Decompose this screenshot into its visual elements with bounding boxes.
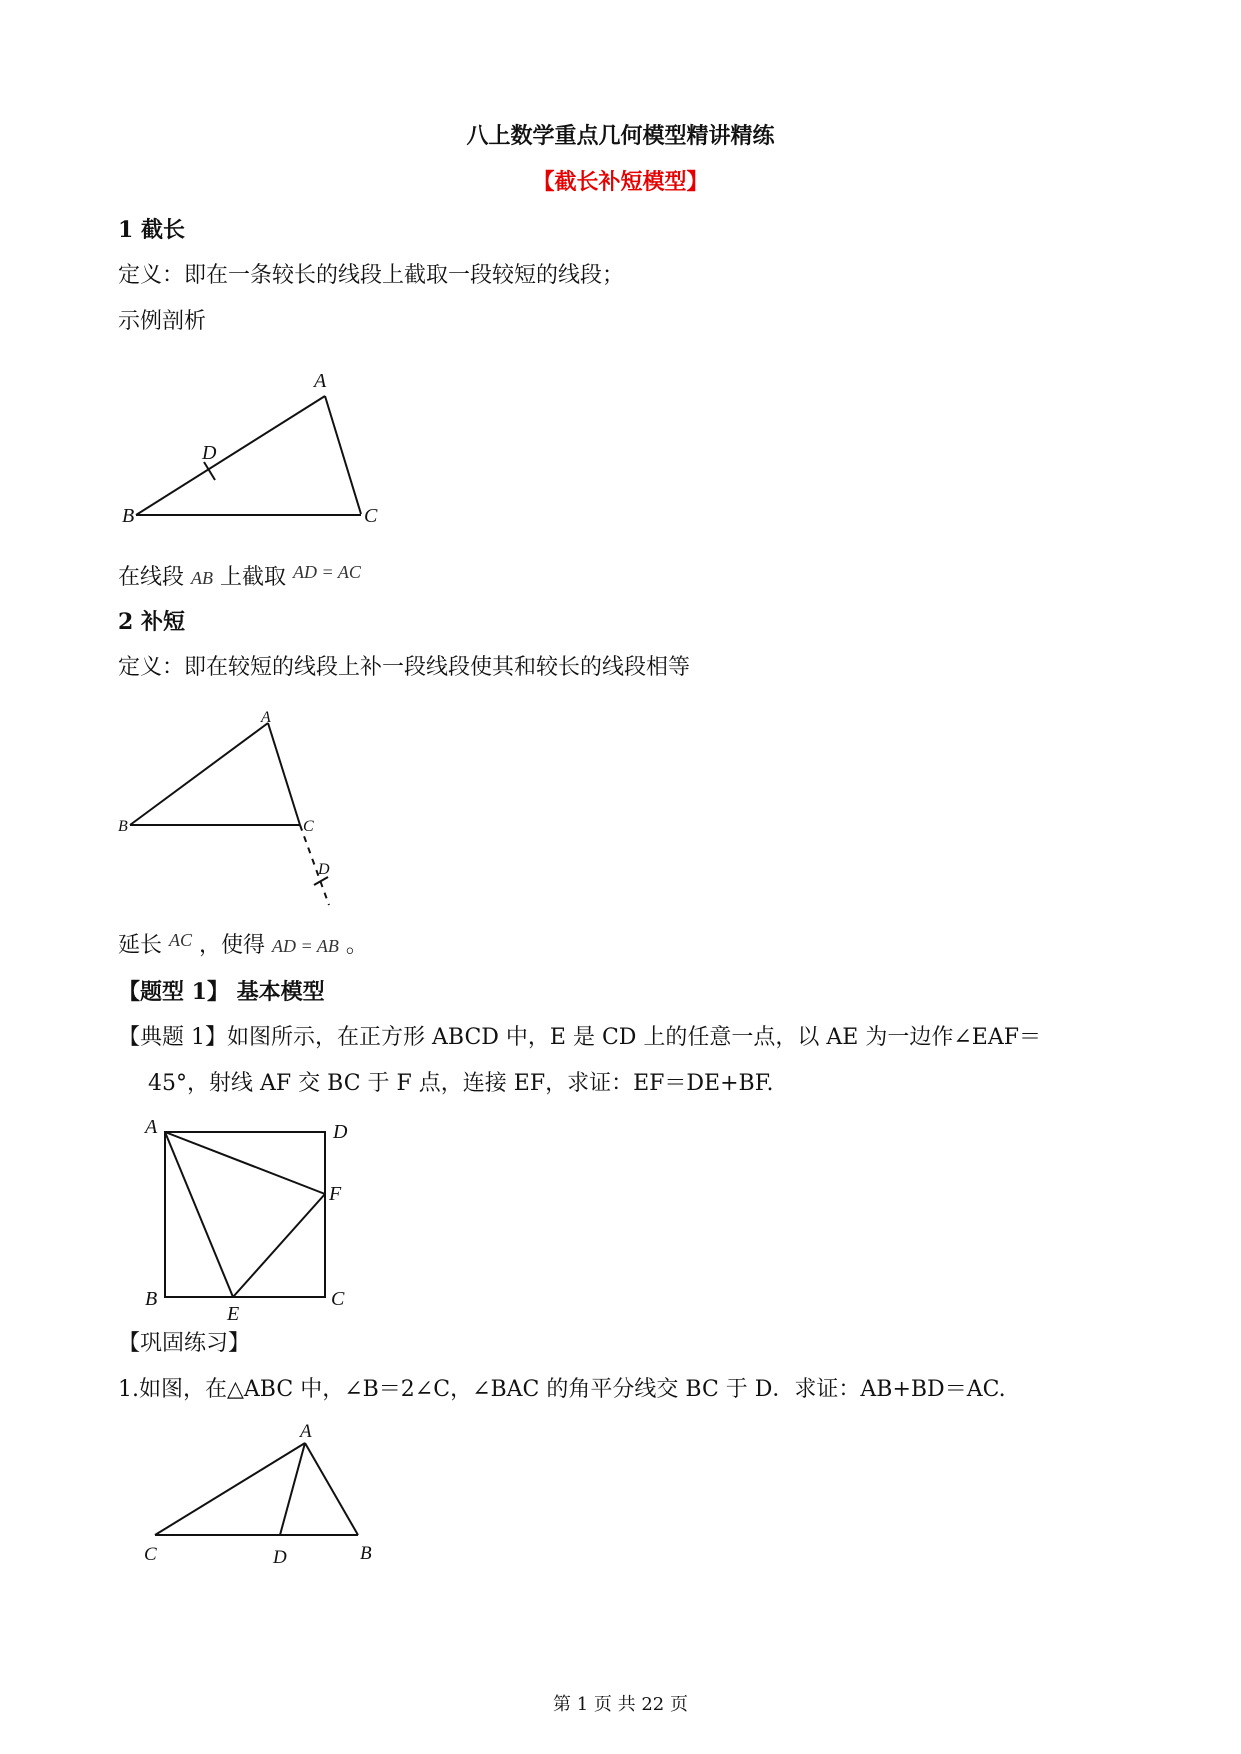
caption1-eq: AD = AC	[293, 562, 361, 582]
label-b: B	[360, 1543, 372, 1564]
label-c: C	[364, 505, 378, 527]
segment-ca	[155, 1443, 305, 1535]
caption1-seg: AB	[191, 568, 214, 588]
square-abcd	[165, 1132, 325, 1297]
section1-heading: 1 截长	[118, 217, 185, 243]
figure-3-lines	[165, 1132, 325, 1297]
label-b: B	[145, 1288, 158, 1310]
label-d: D	[318, 861, 330, 878]
section1-definition: 定义：即在一条较长的线段上截取一段较短的线段；	[118, 263, 625, 288]
figure-2-triangle	[110, 705, 350, 915]
page-title: 八上数学重点几何模型精讲精练	[466, 123, 775, 149]
type1-problem-line2: 45°，射线 AF 交 BC 于 F 点，连接 EF，求证：EF＝DE+BF.	[148, 1071, 774, 1096]
label-e: E	[227, 1303, 240, 1325]
practice-heading: 【巩固练习】	[118, 1331, 251, 1356]
figure-1-lines	[136, 396, 361, 515]
caption2-mid: ，使得	[199, 933, 266, 958]
segment-ab	[136, 396, 325, 515]
label-c: C	[303, 818, 314, 835]
figure-2-lines	[130, 723, 329, 905]
label-a: A	[261, 709, 271, 726]
figure-4-triangle	[130, 1420, 390, 1570]
label-a: A	[300, 1421, 312, 1442]
label-d: D	[333, 1121, 348, 1143]
segment-af	[165, 1132, 325, 1194]
label-a: A	[314, 370, 327, 392]
segment-ae	[165, 1132, 233, 1297]
label-b: B	[118, 818, 128, 835]
figure-3-square	[135, 1112, 365, 1332]
type1-heading: 【题型 1】 基本模型	[118, 979, 325, 1005]
section1-example-label: 示例剖析	[118, 309, 207, 334]
segment-ab	[305, 1443, 358, 1535]
caption1-mid: 上截取	[220, 565, 287, 590]
caption2-eq: AD = AB	[272, 936, 339, 956]
caption2-seg: AC	[169, 930, 193, 950]
label-c: C	[331, 1288, 345, 1310]
caption2-end: 。	[345, 933, 368, 958]
caption2-prefix: 延长	[118, 933, 163, 958]
label-a: A	[145, 1116, 158, 1138]
type1-problem-line1: 【典题 1】如图所示，在正方形 ABCD 中，E 是 CD 上的任意一点，以 AE 为一边作∠EAF＝	[118, 1025, 1042, 1050]
label-d: D	[273, 1547, 287, 1568]
segment-ef	[233, 1194, 325, 1297]
segment-ac	[325, 396, 361, 514]
section1-caption	[118, 564, 361, 593]
figure-4-lines	[155, 1443, 358, 1535]
segment-ab	[130, 723, 268, 825]
practice-problem1: 1.如图，在△ABC 中，∠B＝2∠C，∠BAC 的角平分线交 BC 于 D．求证：AB+BD＝AC.	[118, 1377, 1006, 1402]
label-c: C	[144, 1544, 157, 1565]
section2-heading: 2 补短	[118, 609, 185, 635]
figure-1-triangle	[110, 360, 410, 540]
section2-caption	[118, 932, 368, 961]
label-f: F	[329, 1183, 342, 1205]
page-subtitle: 【截长补短模型】	[532, 169, 709, 195]
caption1-prefix: 在线段	[118, 565, 185, 590]
label-b: B	[122, 505, 135, 527]
page-footer: 第 1 页 共 22 页	[553, 1694, 688, 1715]
label-d: D	[202, 442, 217, 464]
segment-ac	[268, 723, 300, 825]
section2-definition: 定义：即在较短的线段上补一段线段使其和较长的线段相等	[118, 655, 691, 680]
